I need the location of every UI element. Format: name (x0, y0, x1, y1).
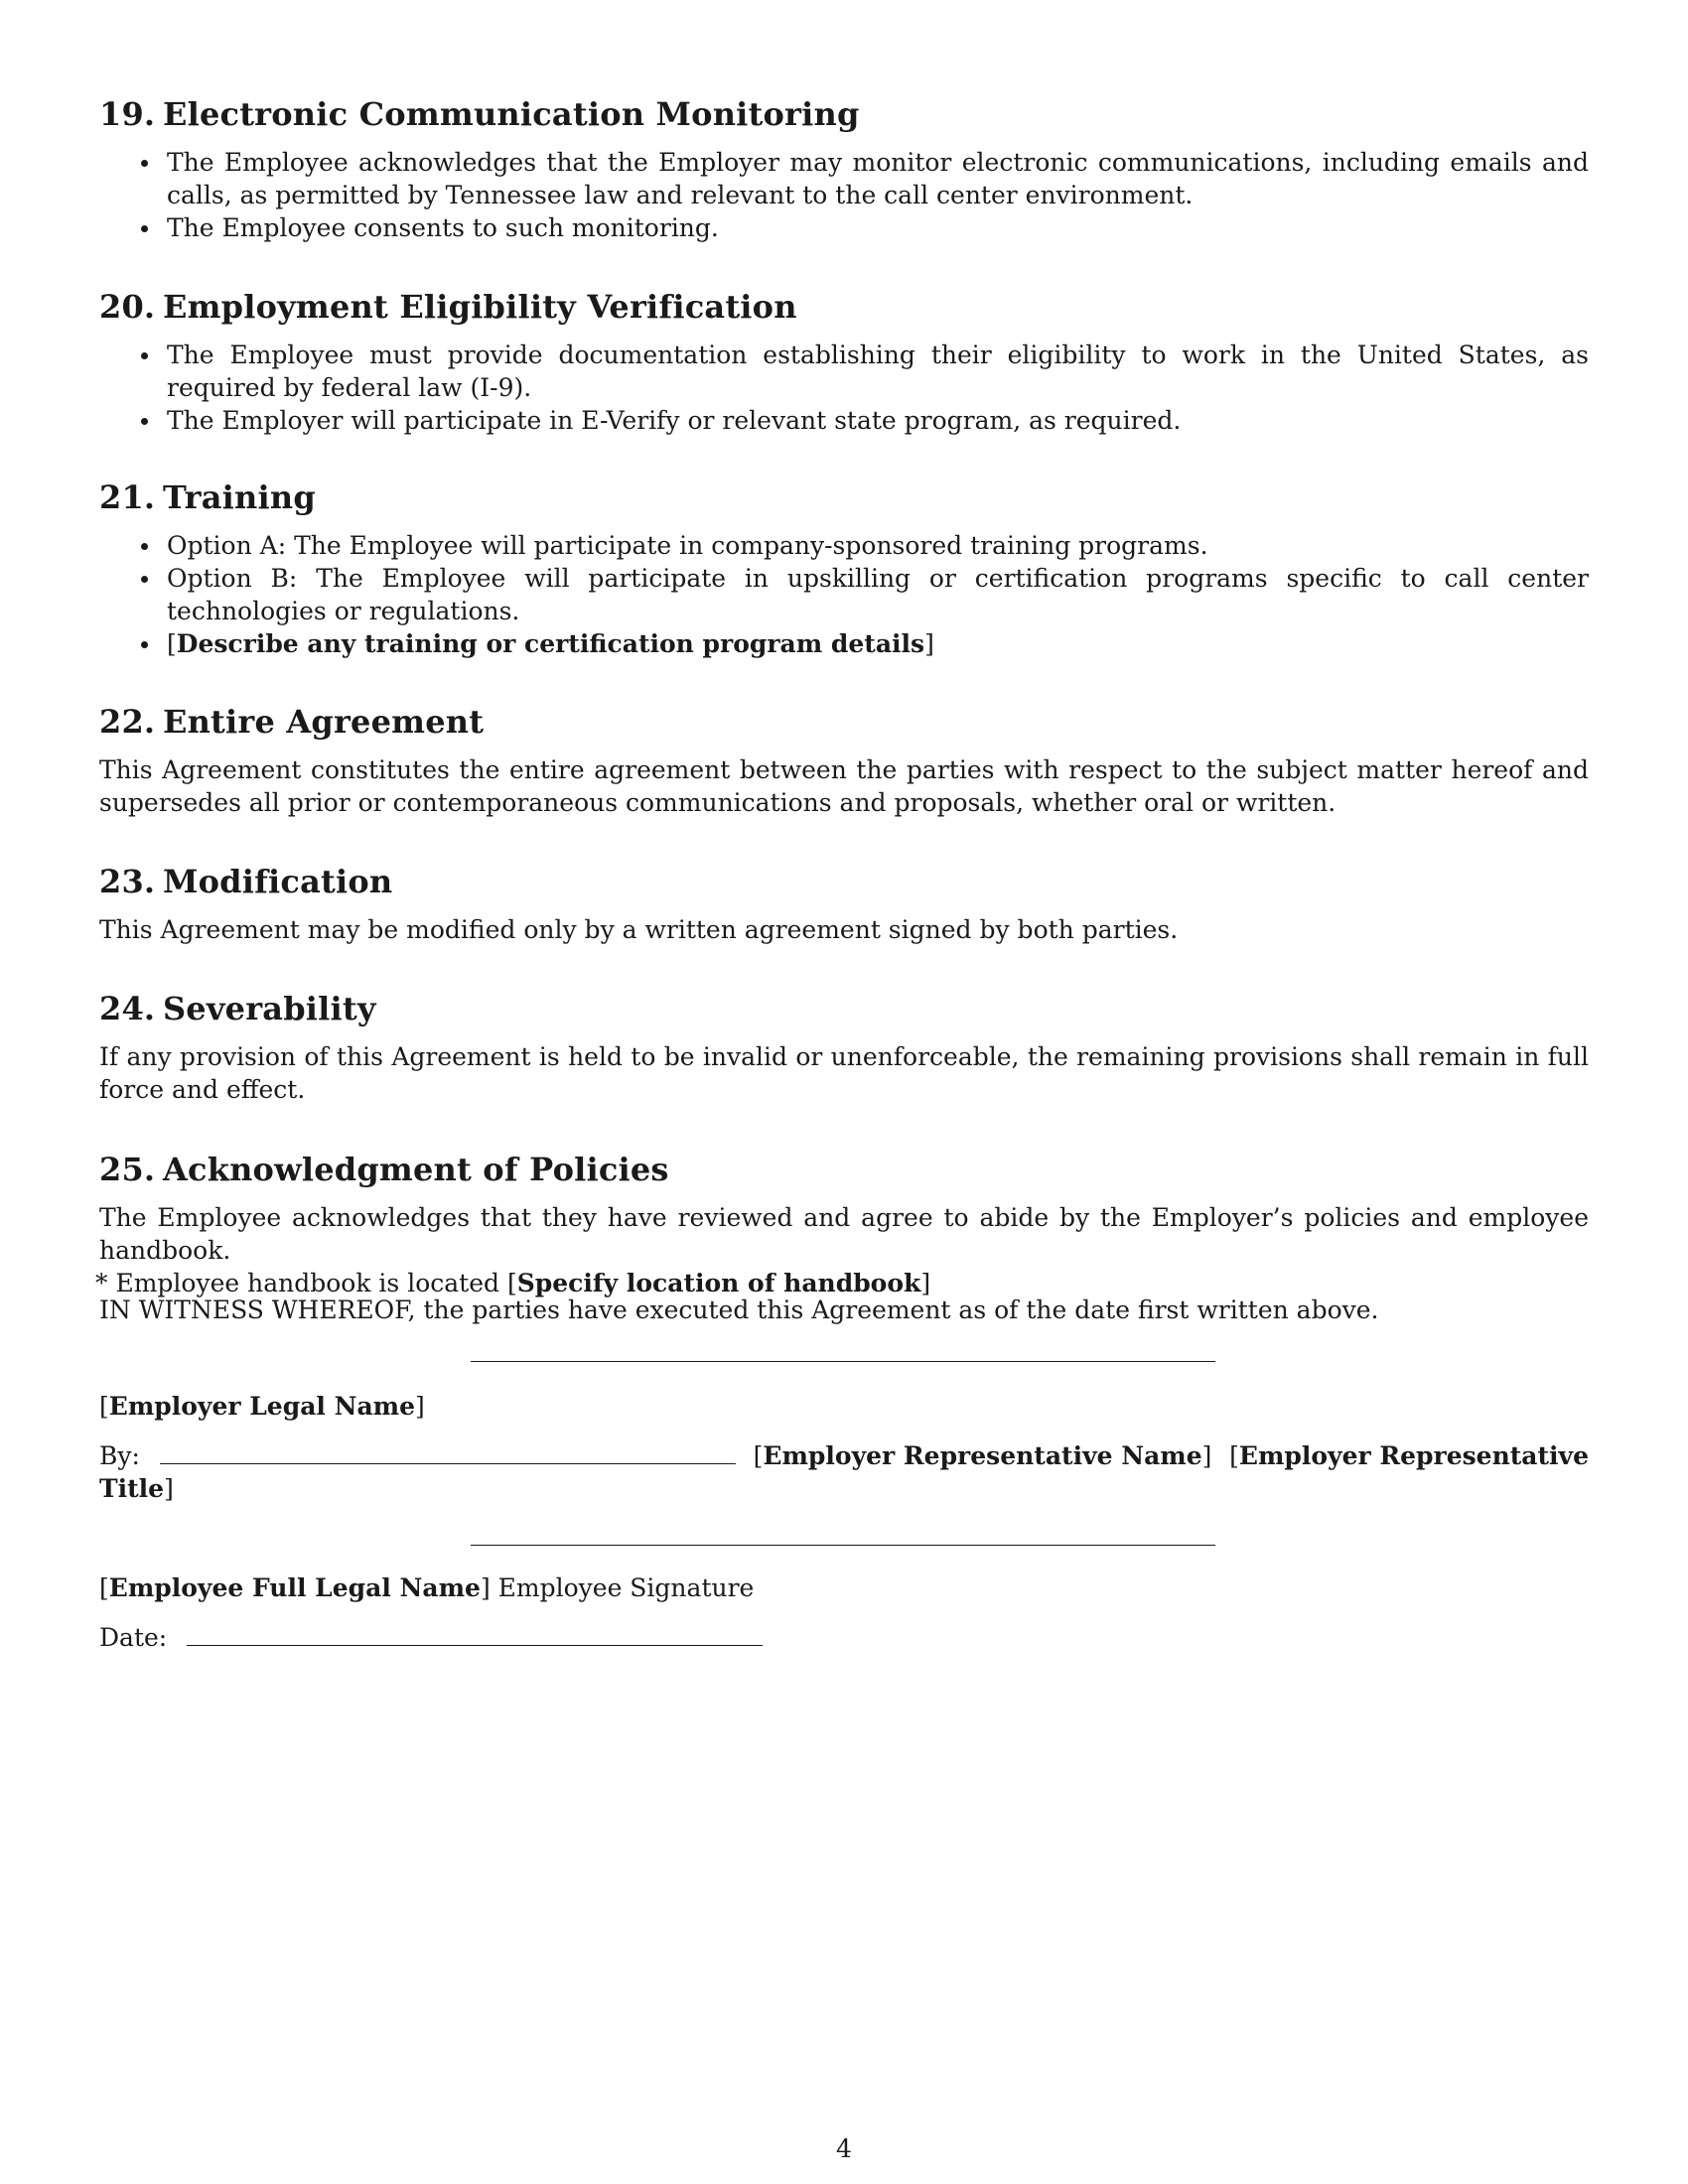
list-item: The Employee consents to such monitoring. (99, 211, 1589, 244)
section-heading: 20. Employment Eligibility Verification (99, 288, 797, 326)
employer-by-line: By: [Employer Representative Name] [Employer Representative Title] (99, 1441, 1589, 1503)
section-text: This Agreement constitutes the entire agreement between the parties with respect to the subject matter hereof and supersedes all prior or contemporaneous communications and proposals, whether oral or written. (99, 755, 1589, 817)
handbook-note: * Employee handbook is located [Specify location of handbook] (95, 1269, 931, 1297)
list-item: Option B: The Employee will participate in upskilling or certification programs specific to call center technologies or regulations. (99, 562, 1589, 627)
section-heading: 21. Training (99, 478, 316, 516)
date-label: Date: (99, 1623, 168, 1652)
section-text: If any provision of this Agreement is held to be invalid or unenforceable, the remaining provisions shall remain in full force and effect. (99, 1042, 1589, 1104)
section-22 (99, 702, 1589, 819)
section-21 (99, 478, 1589, 660)
list-item: The Employee must provide documentation establishing their eligibility to work in the United States, as required by federal law (I-9). (99, 339, 1589, 404)
section-heading: 22. Entire Agreement (99, 703, 485, 741)
employer-signature-line[interactable] (471, 1361, 1215, 1362)
section-24 (99, 989, 1589, 1106)
section-heading: 24. Severability (99, 990, 376, 1027)
employee-signature-line[interactable] (471, 1545, 1215, 1546)
section-20 (99, 287, 1589, 437)
bullet-list (99, 146, 1589, 244)
section-25 (95, 1150, 1589, 1299)
list-item: The Employee acknowledges that the Employer may monitor electronic communications, including emails and calls, as permitted by Tennessee law and relevant to the call center environment. (99, 146, 1589, 211)
section-text: The Employee acknowledges that they have reviewed and agree to abide by the Employer’s policies and employee handbook. (99, 1203, 1589, 1265)
employer-rep-title-cont: Title (99, 1474, 165, 1503)
witness-clause: IN WITNESS WHEREOF, the parties have executed this Agreement as of the date first written above. (99, 1296, 1379, 1324)
section-heading: 25. Acknowledgment of Policies (99, 1151, 669, 1188)
section-heading: 23. Modification (99, 863, 393, 900)
date-line (99, 1621, 763, 1654)
bullet-list (99, 339, 1589, 437)
by-label: By: (99, 1441, 140, 1470)
bullet-list (99, 529, 1589, 660)
employee-signature-label: Employee Signature (497, 1573, 755, 1602)
section-23 (99, 862, 1589, 946)
training-placeholder: Describe any training or certification program details (176, 629, 925, 658)
section-text: This Agreement may be modified only by a written agreement signed by both parties. (99, 915, 1179, 944)
page-number: 4 (836, 2134, 852, 2163)
employer-legal-name: [Employer Legal Name] (99, 1392, 425, 1421)
employee-legal-name: [Employee Full Legal Name] Employee Signature (99, 1573, 755, 1602)
list-item: The Employer will participate in E-Verify or relevant state program, as required. (99, 404, 1589, 437)
employer-rep-title: [Employer Representative (1229, 1441, 1589, 1470)
date-field[interactable] (187, 1625, 763, 1646)
employer-by-signature-field[interactable] (160, 1443, 736, 1464)
handbook-placeholder: Specify location of handbook (516, 1269, 921, 1297)
section-heading: 19. Electronic Communication Monitoring (99, 95, 860, 133)
section-19 (99, 94, 1589, 244)
list-item: [Describe any training or certification program details] (99, 627, 1589, 660)
list-item: Option A: The Employee will participate in company-sponsored training programs. (99, 529, 1589, 562)
employer-rep-name: [Employer Representative Name] (753, 1441, 1212, 1470)
